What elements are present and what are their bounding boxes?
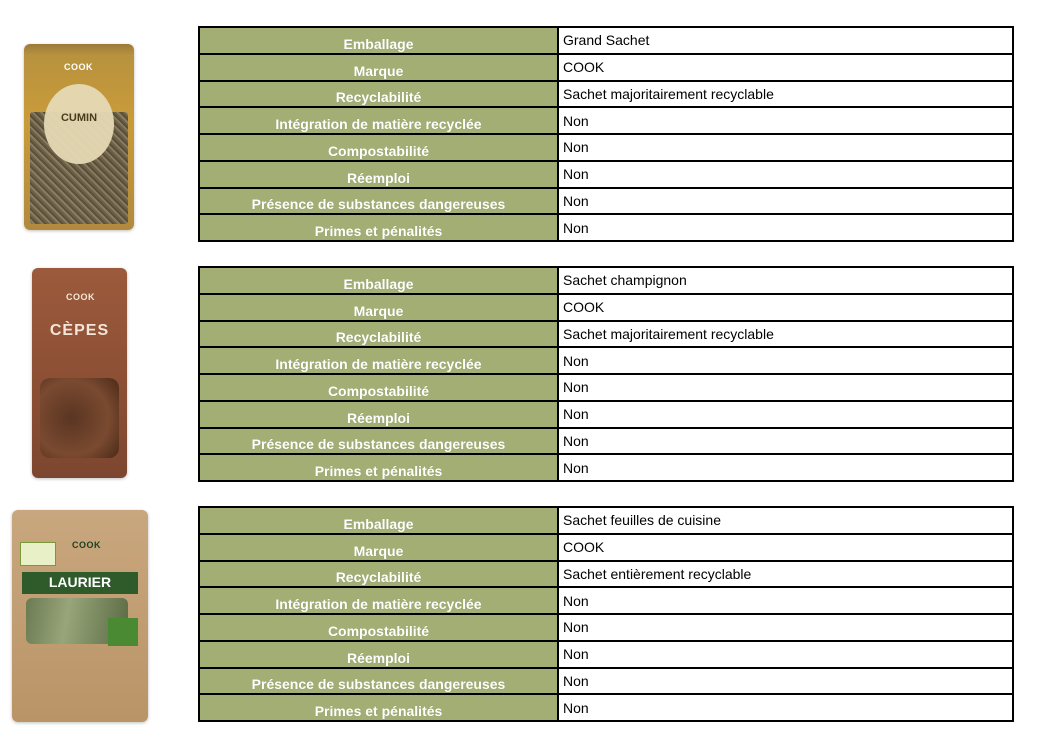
row-label: Présence de substances dangereuses bbox=[200, 189, 557, 214]
row-value: Non bbox=[559, 642, 1012, 667]
table-row bbox=[200, 268, 1012, 293]
table-row bbox=[200, 429, 1012, 454]
brand-logo: COOK bbox=[72, 540, 101, 550]
table-row bbox=[200, 402, 1012, 427]
row-label: Intégration de matière recyclée bbox=[200, 348, 557, 373]
table-row bbox=[200, 135, 1012, 160]
product-image-laurier bbox=[12, 510, 148, 722]
table-row bbox=[200, 162, 1012, 187]
row-label: Intégration de matière recyclée bbox=[200, 588, 557, 613]
row-value: Non bbox=[559, 615, 1012, 640]
row-label: Recyclabilité bbox=[200, 562, 557, 587]
table-row bbox=[200, 642, 1012, 667]
row-label: Intégration de matière recyclée bbox=[200, 108, 557, 133]
packaging-table-laurier bbox=[198, 506, 1014, 722]
row-label: Compostabilité bbox=[200, 375, 557, 400]
row-label: Emballage bbox=[200, 508, 557, 533]
package-name: LAURIER bbox=[48, 574, 112, 590]
table-row bbox=[200, 588, 1012, 613]
row-value: Sachet entièrement recyclable bbox=[559, 562, 1012, 587]
row-value: Non bbox=[559, 162, 1012, 187]
row-value: Non bbox=[559, 189, 1012, 214]
table-row bbox=[200, 28, 1012, 53]
table-row bbox=[200, 508, 1012, 533]
table-row bbox=[200, 295, 1012, 320]
table-row bbox=[200, 215, 1012, 240]
table-row bbox=[200, 535, 1012, 560]
row-label: Réemploi bbox=[200, 162, 557, 187]
row-label: Emballage bbox=[200, 28, 557, 53]
row-label: Emballage bbox=[200, 268, 557, 293]
row-label: Présence de substances dangereuses bbox=[200, 429, 557, 454]
row-value: Non bbox=[559, 455, 1012, 480]
row-value: Grand Sachet bbox=[559, 28, 1012, 53]
row-label: Réemploi bbox=[200, 642, 557, 667]
row-value: Non bbox=[559, 695, 1012, 720]
table-row bbox=[200, 322, 1012, 347]
package-name: CÈPES bbox=[49, 322, 110, 339]
row-value: Non bbox=[559, 135, 1012, 160]
table-row bbox=[200, 82, 1012, 107]
row-value: COOK bbox=[559, 55, 1012, 80]
row-label: Présence de substances dangereuses bbox=[200, 669, 557, 694]
row-value: Non bbox=[559, 108, 1012, 133]
product-image-cumin bbox=[24, 44, 134, 230]
row-value: Non bbox=[559, 588, 1012, 613]
row-label: Primes et pénalités bbox=[200, 455, 557, 480]
row-label: Marque bbox=[200, 55, 557, 80]
table-row bbox=[200, 348, 1012, 373]
product-image-cepes bbox=[32, 268, 127, 478]
row-label: Primes et pénalités bbox=[200, 695, 557, 720]
package-name: CUMIN bbox=[60, 112, 98, 124]
row-value: Sachet feuilles de cuisine bbox=[559, 508, 1012, 533]
table-row bbox=[200, 55, 1012, 80]
row-value: Non bbox=[559, 375, 1012, 400]
table-row bbox=[200, 562, 1012, 587]
row-value: Non bbox=[559, 348, 1012, 373]
brand-logo: COOK bbox=[64, 62, 93, 72]
table-row bbox=[200, 455, 1012, 480]
row-label: Compostabilité bbox=[200, 615, 557, 640]
row-label: Recyclabilité bbox=[200, 82, 557, 107]
row-label: Marque bbox=[200, 295, 557, 320]
row-value: COOK bbox=[559, 295, 1012, 320]
row-value: Sachet majoritairement recyclable bbox=[559, 322, 1012, 347]
table-row bbox=[200, 189, 1012, 214]
row-value: COOK bbox=[559, 535, 1012, 560]
table-row bbox=[200, 615, 1012, 640]
packaging-table-cumin bbox=[198, 26, 1014, 242]
row-label: Compostabilité bbox=[200, 135, 557, 160]
row-value: Non bbox=[559, 669, 1012, 694]
brand-logo: COOK bbox=[66, 292, 95, 302]
row-label: Primes et pénalités bbox=[200, 215, 557, 240]
table-row bbox=[200, 108, 1012, 133]
row-value: Sachet champignon bbox=[559, 268, 1012, 293]
row-value: Non bbox=[559, 215, 1012, 240]
row-label: Réemploi bbox=[200, 402, 557, 427]
table-row bbox=[200, 375, 1012, 400]
row-value: Sachet majoritairement recyclable bbox=[559, 82, 1012, 107]
table-row bbox=[200, 695, 1012, 720]
row-value: Non bbox=[559, 402, 1012, 427]
row-value: Non bbox=[559, 429, 1012, 454]
row-label: Recyclabilité bbox=[200, 322, 557, 347]
row-label: Marque bbox=[200, 535, 557, 560]
packaging-table-cepes bbox=[198, 266, 1014, 482]
table-row bbox=[200, 669, 1012, 694]
